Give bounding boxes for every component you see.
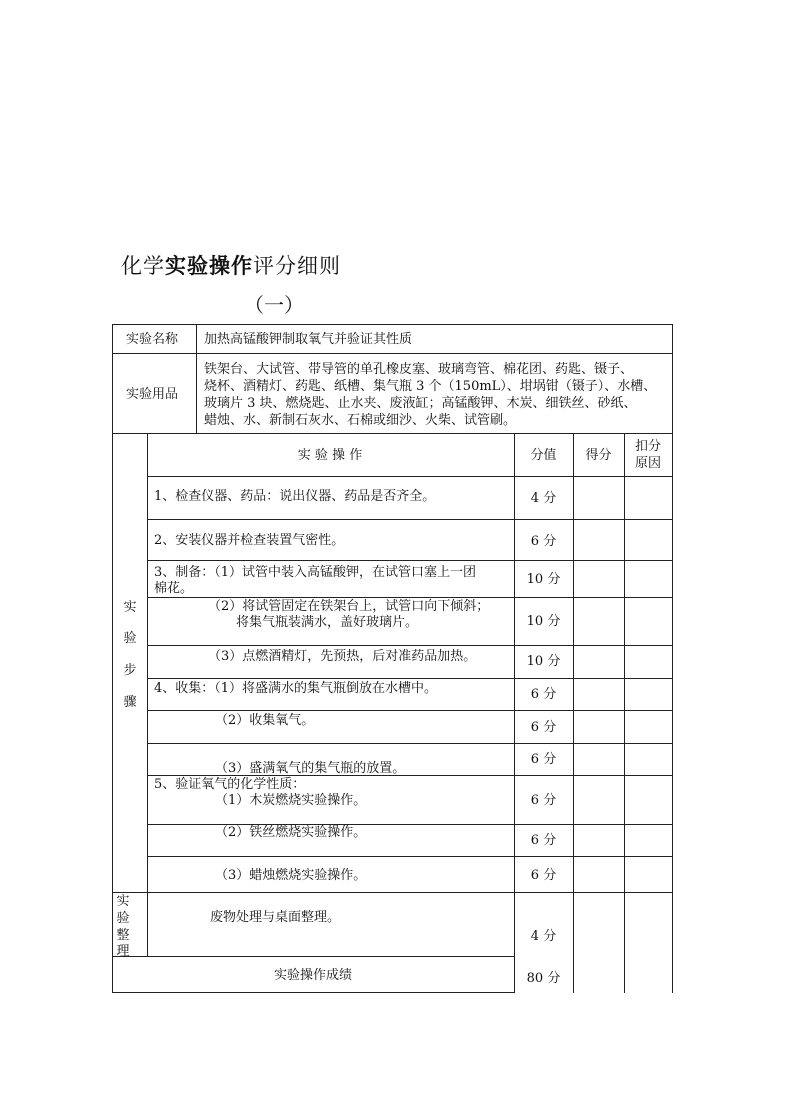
header-deduct: 扣分 (634, 439, 661, 454)
step-score: 6 分 (530, 534, 557, 549)
cleanup-score: 4 分 (530, 929, 557, 944)
cleanup-section-char: 实 (116, 894, 130, 909)
steps-section-char: 实 (123, 600, 137, 615)
step-text: 2、安装仪器并检查装置气密性。 (154, 533, 345, 548)
cleanup-text: 废物处理与桌面整理。 (210, 910, 341, 925)
table-rule (147, 678, 673, 679)
step-text: （1）木炭燃烧实验操作。 (215, 793, 367, 808)
step-score: 6 分 (530, 868, 557, 883)
supplies-line: 铁架台、大试管、带导管的单孔橡皮塞、玻璃弯管、棉花团、药匙、镊子、 (204, 362, 634, 377)
table-rule (514, 433, 515, 993)
table-rule (112, 992, 515, 993)
table-rule (147, 710, 673, 711)
steps-section-char: 骤 (123, 695, 137, 710)
step-text: （3）点燃酒精灯，先预热，后对准药品加热。 (208, 649, 477, 664)
supplies-line: 玻璃片 3 块、燃烧匙、止水夹、废液缸；高锰酸钾、木炭、细铁丝、砂纸、 (204, 396, 637, 411)
page-subtitle: （一） (244, 293, 304, 317)
step-score: 10 分 (526, 654, 561, 669)
total-score: 80 分 (526, 971, 561, 986)
step-text: 1、检查仪器、药品：说出仪器、药品是否齐全。 (154, 489, 436, 504)
step-text: （3）蜡烛燃烧实验操作。 (215, 868, 367, 883)
supplies-label: 实验用品 (126, 387, 179, 402)
title-part-2: 评分细则 (253, 254, 341, 278)
step-text: 5、验证氧气的化学性质： (154, 777, 306, 792)
step-score: 6 分 (530, 720, 557, 735)
step-text: 3、制备：（1）试管中装入高锰酸钾，在试管口塞上一团 (154, 565, 477, 580)
step-text: （2）收集氧气。 (215, 713, 315, 728)
step-score: 6 分 (530, 833, 557, 848)
experiment-name-value: 加热高锰酸钾制取氧气并验证其性质 (204, 332, 413, 347)
step-score: 6 分 (530, 752, 557, 767)
cleanup-section-char: 验 (116, 911, 130, 926)
header-operation: 实 验 操 作 (297, 448, 363, 463)
table-rule (573, 433, 574, 993)
table-rule (112, 892, 673, 893)
total-label: 实验操作成绩 (273, 968, 352, 983)
step-score: 4 分 (530, 491, 557, 506)
title-part-1: 化学 (121, 254, 165, 278)
table-rule (147, 743, 673, 744)
step-text: （2）铁丝燃烧实验操作。 (215, 825, 367, 840)
table-rule (147, 597, 673, 598)
supplies-line: 烧杯、酒精灯、药匙、纸槽、集气瓶 3 个（150mL）、坩埚钳（镊子）、水槽、 (204, 379, 657, 394)
step-text: 棉花。 (154, 581, 194, 596)
step-score: 6 分 (530, 793, 557, 808)
table-rule (147, 433, 148, 957)
steps-section-char: 验 (123, 631, 137, 646)
page-title (121, 250, 341, 280)
table-rule (196, 324, 197, 434)
table-rule (147, 856, 673, 857)
step-text: 将集气瓶装满水，盖好玻璃片。 (236, 615, 419, 630)
step-score: 10 分 (526, 614, 561, 629)
cleanup-section-char: 理 (116, 944, 130, 959)
table-rule (147, 476, 673, 477)
header-got: 得分 (585, 448, 612, 463)
experiment-name-label: 实验名称 (126, 332, 179, 347)
table-rule (147, 645, 673, 646)
step-text: （3）盛满氧气的集气瓶的放置。 (215, 761, 406, 776)
table-rule (147, 560, 673, 561)
step-score: 6 分 (530, 687, 557, 702)
step-text: 4、收集：（1）将盛满水的集气瓶倒放在水槽中。 (154, 681, 438, 696)
table-rule (147, 519, 673, 520)
supplies-line: 蜡烛、水、新制石灰水、石棉或细沙、火柴、试管刷。 (204, 413, 517, 428)
table-rule (624, 433, 625, 993)
step-score: 10 分 (526, 572, 561, 587)
steps-section-char: 步 (123, 663, 137, 678)
cleanup-section-char: 整 (116, 928, 130, 943)
table-rule (112, 956, 515, 957)
step-text: （2）将试管固定在铁架台上，试管口向下倾斜； (208, 599, 490, 614)
header-score: 分值 (530, 448, 557, 463)
header-deduct: 原因 (634, 456, 661, 471)
title-part-bold: 实验操作 (165, 254, 253, 278)
